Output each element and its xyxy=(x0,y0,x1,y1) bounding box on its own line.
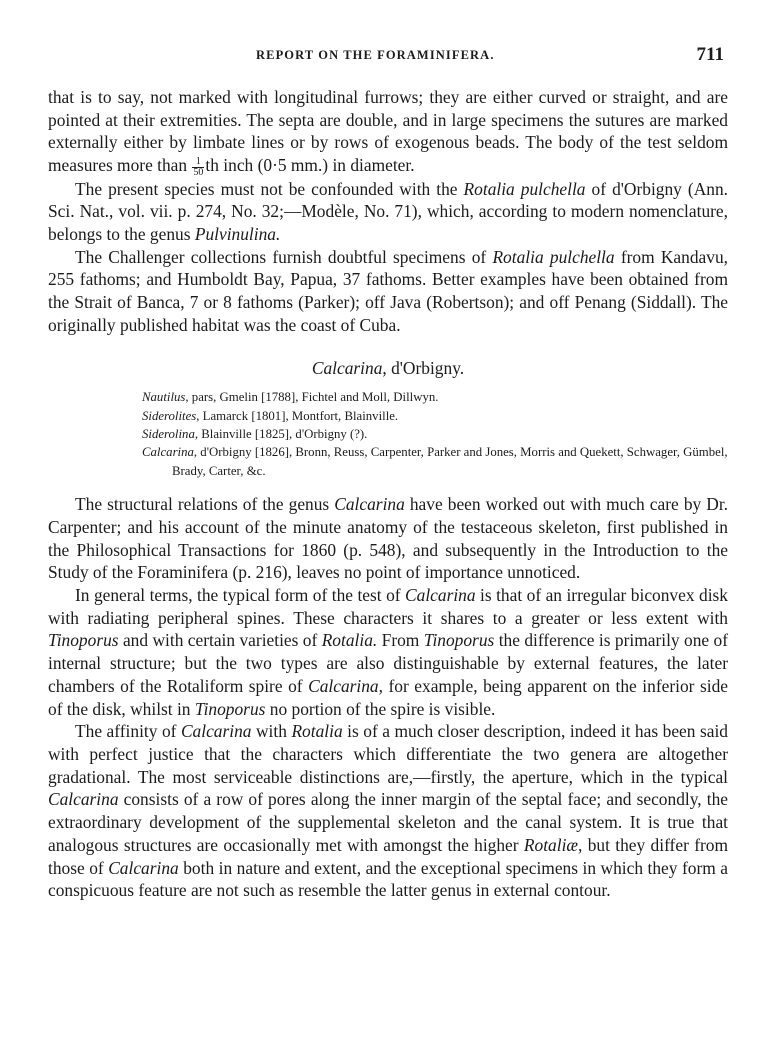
synonym-text: , pars, Gmelin [1788], Fichtel and Moll, Dillwyn. xyxy=(185,390,439,405)
genus-name: Calcarina xyxy=(311,357,383,378)
synonym-entry xyxy=(142,388,728,406)
synonym-text: , Lamarck [1801], Montfort, Blainville. xyxy=(196,408,399,423)
synonym-entry xyxy=(142,425,728,443)
taxon-name: Pulvinulina. xyxy=(194,224,281,245)
page-number: 711 xyxy=(696,44,724,65)
page-header xyxy=(48,44,728,70)
paragraph-text: consists of a row of pores along the inner margin of the septal face; and secondly, the extraordinary development of the supplemental skeleton and the canal system. It is true that analogous structures are occasionally met with amongst the higher xyxy=(48,789,728,855)
paragraph-text: The Challenger collections furnish doubtful specimens of xyxy=(75,246,493,267)
paragraph-text: The affinity of xyxy=(75,721,181,742)
taxon-name: Tinoporus xyxy=(423,630,495,651)
genus-author: , d'Orbigny. xyxy=(382,357,465,378)
paragraph-text: In general terms, the typical form of the test of xyxy=(75,585,406,606)
synonym-entry xyxy=(142,407,728,425)
synonym-name: Nautilus xyxy=(142,390,186,405)
taxon-name: Calcarina xyxy=(180,721,252,742)
paragraph-text: have been worked out with much care by Dr. Carpenter; and his account of the minute anatomy of the testaceous skeleton, first published in the Philosophical Transactions for 1860 (p. 548), and subsequently in the Introduction to the Study of the Foraminifera (p. 216), leaves no point of importance unnoticed. xyxy=(48,494,729,583)
taxon-name: Calcarina xyxy=(108,857,179,878)
paragraph-text: of d'Orbigny (Ann. Sci. Nat., vol. vii. p. 274, No. 32;—Modèle, No. 71), which, according to modern nomenclature, belongs to the genus xyxy=(48,178,728,245)
taxon-name: Tinoporus xyxy=(48,630,119,651)
synonym-name: Siderolina xyxy=(142,427,195,442)
synonymy-list xyxy=(142,388,728,480)
paragraph-text: no portion of the spire is visible. xyxy=(265,698,496,719)
taxon-name: Calcarina xyxy=(48,789,119,810)
paragraph-text: but they differ from those of xyxy=(48,834,728,878)
paragraph-text: both in nature and extent, and the exceptional specimens in which they form a conspicuous feature are not such as resemble the latter genus in external contour. xyxy=(48,857,728,901)
taxon-name: Rotalia pulchella xyxy=(492,246,615,267)
body-text xyxy=(48,86,728,902)
paragraph-text: is of a much closer description, indeed it has been said with perfect justice that the characters which differentiate the two genera are altogether gradational. The most serviceable distinctions are,—firstly, the aperture, which in the typical xyxy=(48,721,728,787)
paragraph-5 xyxy=(48,584,728,720)
synonym-name: Siderolites xyxy=(142,408,197,423)
taxon-name: Rotaliæ, xyxy=(523,834,583,855)
paragraph-text: The structural relations of the genus xyxy=(75,494,335,515)
taxon-name: Rotalia xyxy=(291,721,343,742)
taxon-name: Tinoporus xyxy=(194,698,266,719)
taxon-name: Calcarina, xyxy=(308,675,383,696)
paragraph-text: The present species must not be confounded with the xyxy=(75,178,464,199)
paragraph-text: th inch (0·5 mm.) in diameter. xyxy=(205,155,415,176)
paragraph-text: for example, being apparent on the inferior side of the disk, whilst in xyxy=(48,675,728,719)
fraction-denominator: 50 xyxy=(193,166,204,178)
taxon-name: Rotalia. xyxy=(321,630,378,651)
paragraph-text: the difference is primarily one of internal structure; but the two types are also distinguishable by external features, the later chambers of the Rotaliform spire of xyxy=(48,630,728,696)
taxon-name: Calcarina xyxy=(334,494,405,515)
synonym-name: Calcarina xyxy=(142,445,194,460)
paragraph-6 xyxy=(48,720,728,902)
taxon-name: Calcarina xyxy=(405,585,476,606)
paragraph-text: with xyxy=(251,721,292,742)
paragraph-text: is that of an irregular biconvex disk with radiating peripheral spines. These characters it shares to a greater or less extent with xyxy=(48,585,728,628)
synonym-text: , d'Orbigny [1826], Bronn, Reuss, Carpenter, Parker and Jones, Morris and Quekett, Schwager, Gümbel, Brady, Carter, &c. xyxy=(172,445,728,478)
synonym-text: , Blainville [1825], d'Orbigny (?). xyxy=(194,427,368,442)
taxon-name: Rotalia pulchella xyxy=(463,178,586,199)
paragraph-text: that is to say, not marked with longitudinal furrows; they are either curved or straight, and are pointed at their extremities. The septa are double, and in large specimens the sutures are marked externally either by limbate lines or by rows of exogenous beads. The body of the test seldom measures more than xyxy=(48,87,728,176)
paragraph-text: and with certain varieties of xyxy=(118,630,322,651)
paragraph-text: From xyxy=(377,630,424,651)
running-title: REPORT ON THE FORAMINIFERA. xyxy=(256,48,495,62)
fraction-numerator: 1 xyxy=(192,157,204,168)
paragraph-2 xyxy=(48,178,728,246)
paragraph-text: from Kandavu, 255 fathoms; and Humboldt Bay, Papua, 37 fathoms. Better examples have been obtained from the Strait of Banca, 7 or 8 fathoms (Parker); off Java (Robertson); and off Penang (Siddall). The originally published habitat was the coast of Cuba. xyxy=(48,246,728,335)
paragraph-1 xyxy=(48,86,728,178)
paragraph-3 xyxy=(48,246,728,337)
fraction xyxy=(192,157,204,178)
paragraph-4 xyxy=(48,493,728,584)
section-heading xyxy=(48,357,728,380)
synonym-entry xyxy=(142,443,728,480)
document-page xyxy=(48,0,728,1050)
